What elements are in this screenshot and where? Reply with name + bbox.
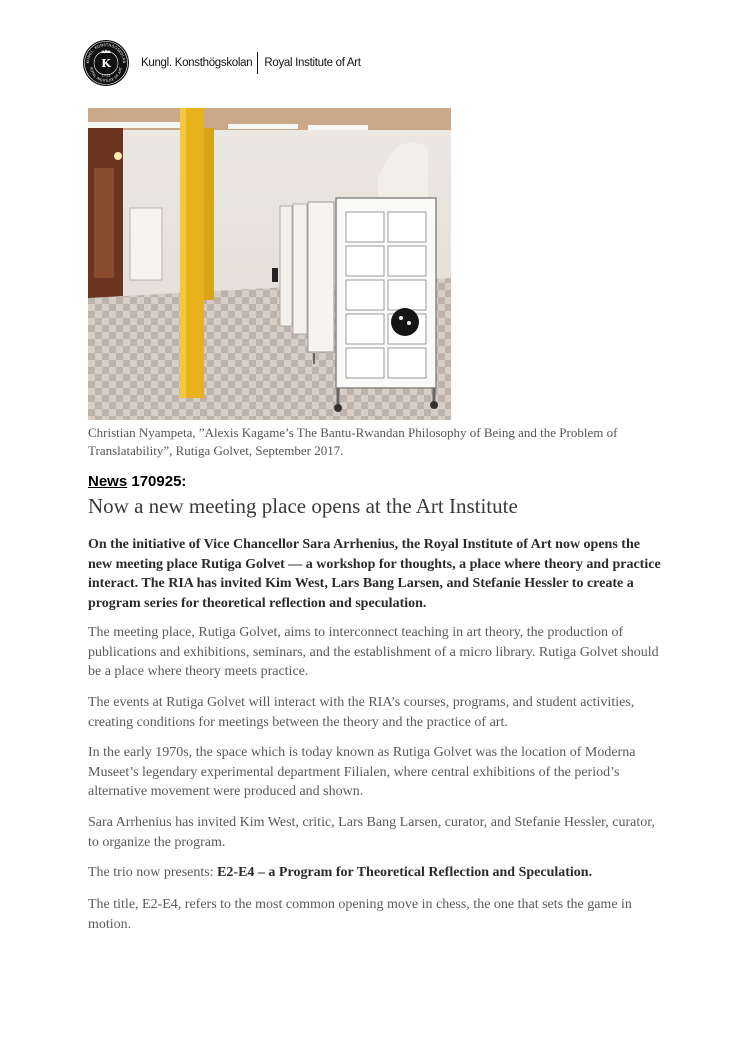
exhibition-photo	[88, 108, 451, 420]
paragraph-invited: Sara Arrhenius has invited Kim West, critic, Lars Bang Larsen, curator, and Stefanie Hessler, curator, to organize the program.	[88, 815, 655, 850]
paragraph-events: The events at Rutiga Golvet will interact with the RIA’s courses, programs, and student activities, creating conditions for meetings between the theory and the practice of art.	[88, 695, 635, 730]
program-intro: The trio now presents:	[88, 865, 218, 880]
brand-divider	[257, 52, 258, 74]
article-lead: On the initiative of Vice Chancellor Sara Arrhenius, the Royal Institute of Art now opens the new meeting place Rutiga Golvet — a workshop for thoughts, a place where theory and practice interact. The RIA has invited Kim West, Lars Bang Larsen, and Stefanie Hessler to create a program series for theoretical reflection and speculation.	[88, 537, 661, 611]
svg-text:1735: 1735	[101, 73, 111, 78]
exhibition-photo-image	[88, 108, 451, 420]
news-label	[88, 473, 186, 490]
paragraph-program	[88, 863, 663, 883]
paragraph-meeting-place: The meeting place, Rutiga Golvet, aims to interconnect teaching in art theory, the production of publications and exhibitions, seminars, and the establishment of a micro library. Rutiga Golvet should be a place where theory meets practice.	[88, 625, 659, 679]
news-word: News	[88, 473, 128, 490]
paragraph-history: In the early 1970s, the space which is today known as Rutiga Golvet was the location of Moderna Museet’s legendary experimental department Filialen, where central exhibitions of the period’s alternative movement were produced and shown.	[88, 745, 636, 799]
paragraph-title-meaning: The title, E2-E4, refers to the most common opening move in chess, the one that sets the game in motion.	[88, 897, 632, 932]
article-headline: Now a new meeting place opens at the Art Institute	[88, 494, 518, 518]
brand-name	[141, 50, 361, 76]
brand-name-english: Royal Institute of Art	[264, 57, 361, 69]
svg-text:ROYAL INSTITUTE OF ART: ROYAL INSTITUTE OF ART	[89, 66, 123, 84]
svg-text:K: K	[101, 57, 111, 70]
brand-name-swedish: Kungl. Konsthögskolan	[141, 57, 253, 69]
news-date: 170925:	[131, 473, 187, 490]
header	[82, 37, 361, 89]
institute-seal-logo	[82, 39, 130, 87]
photo-caption: Christian Nyampeta, ”Alexis Kagame’s The Bantu-Rwandan Philosophy of Being and the Problem of Translatability”, Rutiga Golvet, September 2017.	[88, 425, 618, 458]
program-title: E2-E4 – a Program for Theoretical Reflection and Speculation.	[217, 865, 593, 880]
svg-text:KUNGL. KONSTHÖGSKOLAN: KUNGL. KONSTHÖGSKOLAN	[85, 42, 127, 64]
